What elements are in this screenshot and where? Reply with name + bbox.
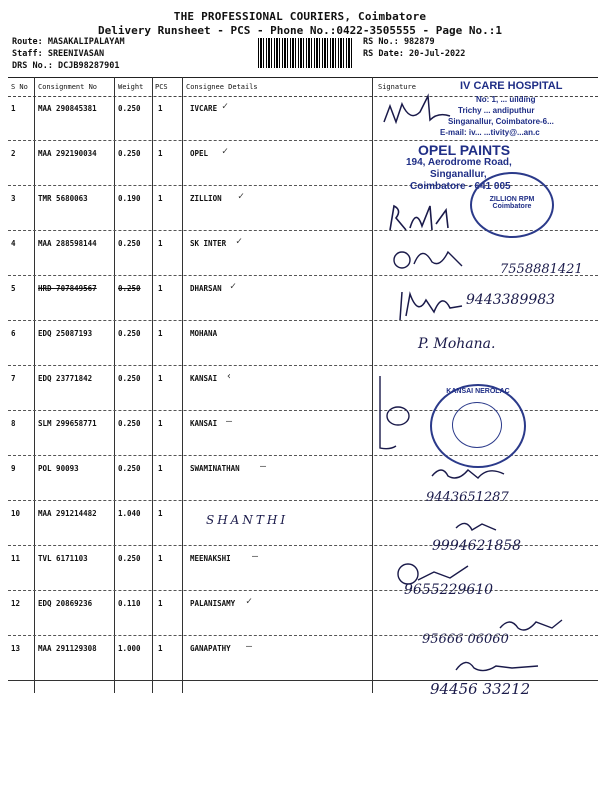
cell-sno: 10 xyxy=(11,509,21,518)
cell-sno: 13 xyxy=(11,644,21,653)
cell-weight: 0.250 xyxy=(118,104,141,113)
cell-consignee: PALANISAMY xyxy=(190,599,236,608)
cell-consignee: OPEL xyxy=(190,149,209,158)
check-mark: ‹ xyxy=(226,371,233,382)
cell-consignment: MAA 291214482 xyxy=(38,509,97,518)
cell-consignee: MEENAKSHI xyxy=(190,554,231,563)
cell-sno: 7 xyxy=(11,374,16,383)
check-mark: ✓ xyxy=(222,101,229,112)
cell-pcs: 1 xyxy=(158,104,163,113)
cell-pcs: 1 xyxy=(158,509,163,518)
rs-number: RS No.: 982879 xyxy=(363,37,435,47)
cell-consignment: POL 90093 xyxy=(38,464,79,473)
stamp-title: OPEL PAINTS xyxy=(418,142,511,158)
cell-pcs: 1 xyxy=(158,149,163,158)
handwritten-phone: 95666 06060 xyxy=(422,632,509,647)
check-mark: ✓ xyxy=(222,146,229,157)
stamp-title: IV CARE HOSPITAL xyxy=(460,80,563,92)
cell-consignee: SK INTER xyxy=(190,239,227,248)
cell-consignment: EDQ 25087193 xyxy=(38,329,93,338)
cell-pcs: 1 xyxy=(158,374,163,383)
cell-weight: 0.190 xyxy=(118,194,141,203)
cell-sno: 3 xyxy=(11,194,16,203)
cell-sno: 12 xyxy=(11,599,21,608)
stamp-line: 194, Aerodrome Road, xyxy=(406,157,512,168)
signature-1 xyxy=(380,92,460,134)
signature-5 xyxy=(396,286,466,326)
cell-consignee: GANAPATHY xyxy=(190,644,231,653)
table-row xyxy=(8,456,598,501)
check-mark: ✓ xyxy=(246,596,253,607)
signature-3 xyxy=(386,200,466,240)
cell-consignment: MAA 290845381 xyxy=(38,104,97,113)
cell-consignee: SWAMINATHAN xyxy=(190,464,240,473)
cell-sno: 9 xyxy=(11,464,16,473)
cell-pcs: 1 xyxy=(158,329,163,338)
cell-consignee: KANSAI xyxy=(190,419,218,428)
staff-label: Staff: SREENIVASAN xyxy=(12,49,105,59)
handwritten-phone: 94456 33212 xyxy=(430,680,531,698)
stamp-line: Singanallur, xyxy=(430,169,487,180)
signature-13 xyxy=(452,654,542,678)
col-signature: Signature xyxy=(378,83,416,91)
cell-consignee: DHARSAN xyxy=(190,284,222,293)
cell-pcs: 1 xyxy=(158,419,163,428)
cell-consignment: TMR 5680063 xyxy=(38,194,88,203)
cell-consignee: ZILLION xyxy=(190,194,222,203)
cell-pcs: 1 xyxy=(158,194,163,203)
cell-pcs: 1 xyxy=(158,599,163,608)
cell-weight: 0.250 xyxy=(118,464,141,473)
signature-9 xyxy=(428,462,508,484)
cell-weight: 0.250 xyxy=(118,149,141,158)
cell-sno: 1 xyxy=(11,104,16,113)
cell-consignee: IVCARE xyxy=(190,104,218,113)
cell-weight: 1.000 xyxy=(118,644,141,653)
col-weight: Weight xyxy=(118,83,144,91)
stamp-text: KANSAI NEROLAC xyxy=(446,388,510,395)
cell-sno: 6 xyxy=(11,329,16,338)
cell-consignment: MAA 292190034 xyxy=(38,149,97,158)
col-consignee: Consignee Details xyxy=(186,83,258,91)
cell-consignment: TVL 6171103 xyxy=(38,554,88,563)
drs-number: DRS No.: DCJB98287901 xyxy=(12,61,120,71)
table-row xyxy=(8,321,598,366)
stamp-line: Coimbatore - 641 005 xyxy=(410,181,511,192)
check-mark: – xyxy=(246,641,253,652)
cell-pcs: 1 xyxy=(158,464,163,473)
handwritten-consignee: SHANTHI xyxy=(206,513,289,527)
cell-pcs: 1 xyxy=(158,239,163,248)
stamp-text: ZILLION RPM Coimbatore xyxy=(489,196,535,210)
check-mark: ✓ xyxy=(238,191,245,202)
cell-weight: 0.250 xyxy=(118,329,141,338)
stamp-line: Singanallur, Coimbatore-6... xyxy=(448,117,554,126)
handwritten-phone: 9443651287 xyxy=(426,490,509,505)
cell-weight: 0.250 xyxy=(118,374,141,383)
cell-weight: 0.250 xyxy=(118,419,141,428)
cell-consignment: EDQ 23771842 xyxy=(38,374,93,383)
stamp-line: Trichy ... andiputhur xyxy=(458,106,535,115)
handwritten-name: P. Mohana. xyxy=(418,336,496,352)
zillion-stamp xyxy=(470,172,554,238)
kansai-inner-ring xyxy=(452,402,502,448)
barcode xyxy=(258,38,354,68)
signature-8 xyxy=(384,404,412,428)
kansai-stamp xyxy=(430,384,526,468)
cell-sno: 11 xyxy=(11,554,21,563)
handwritten-phone: 7558881421 xyxy=(500,262,583,277)
cell-weight: 0.250 xyxy=(118,239,141,248)
cell-consignment: SLM 299658771 xyxy=(38,419,97,428)
cell-consignment: EDQ 20869236 xyxy=(38,599,93,608)
runsheet-subtitle: Delivery Runsheet - PCS - Phone No.:0422-3505555 - Page No.:1 xyxy=(98,24,502,37)
handwritten-phone: 9994621858 xyxy=(432,538,522,554)
handwritten-phone: 9443389983 xyxy=(466,292,556,308)
rs-date: RS Date: 20-Jul-2022 xyxy=(363,49,466,59)
check-mark: ✓ xyxy=(236,236,243,247)
cell-sno: 4 xyxy=(11,239,16,248)
cell-pcs: 1 xyxy=(158,284,163,293)
cell-weight: 0.110 xyxy=(118,599,141,608)
cell-pcs: 1 xyxy=(158,644,163,653)
handwritten-phone: 9655229610 xyxy=(404,582,494,598)
cell-sno: 8 xyxy=(11,419,16,428)
cell-consignee: KANSAI xyxy=(190,374,218,383)
runsheet-title: THE PROFESSIONAL COURIERS, Coimbatore xyxy=(173,10,427,23)
check-mark: – xyxy=(226,416,233,427)
route-label: Route: MASAKALIPALAYAM xyxy=(12,37,125,47)
signature-4 xyxy=(392,240,482,274)
stamp-line: No: 1, ... uilding xyxy=(476,95,536,104)
cell-pcs: 1 xyxy=(158,554,163,563)
cell-weight: 0.250 xyxy=(118,554,141,563)
col-sno: S No xyxy=(11,83,28,91)
signature-10 xyxy=(452,516,502,538)
check-mark: – xyxy=(252,551,259,562)
cell-consignment: HRD 707849567 xyxy=(38,284,97,293)
cell-sno: 2 xyxy=(11,149,16,158)
cell-consignee: MOHANA xyxy=(190,329,218,338)
cell-consignment: MAA 288598144 xyxy=(38,239,97,248)
check-mark: – xyxy=(260,461,267,472)
cell-weight: 1.040 xyxy=(118,509,141,518)
cell-sno: 5 xyxy=(11,284,16,293)
col-pcs: PCS xyxy=(155,83,168,91)
cell-consignment: MAA 291129308 xyxy=(38,644,97,653)
stamp-line: E-mail: iv... ...tivity@...an.c xyxy=(440,128,540,137)
check-mark: ✓ xyxy=(230,281,237,292)
cell-weight: 0.250 xyxy=(118,284,141,293)
col-consignment: Consignment No xyxy=(38,83,98,91)
